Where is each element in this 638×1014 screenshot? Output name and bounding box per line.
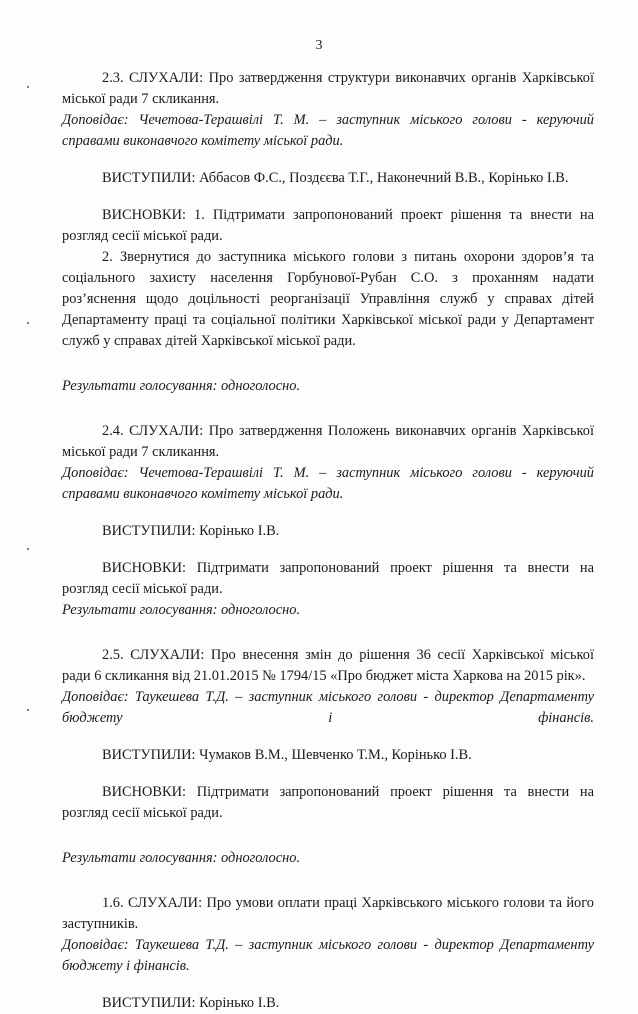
conclusions-2-5: ВИСНОВКИ: Підтримати запропонований проект рішення та внести на розгляд сесії міської ради. — [62, 784, 594, 821]
margin-mark — [27, 322, 29, 324]
reporter-label: Доповідає: — [62, 465, 129, 481]
reporter-name: Чечетова-Терашвілі Т. М. – заступник міського голови - керуючий справами виконавчого комітету міської ради. — [62, 465, 594, 502]
margin-mark — [27, 548, 29, 550]
reporter-2-5 — [62, 687, 594, 729]
conclusions-2-3-1: ВИСНОВКИ: 1. Підтримати запропонований проект рішення та внести на розгляд сесії міської ради. — [62, 207, 594, 244]
reporter-name: Таукешева Т.Д. – заступник міського голови - директор Департаменту бюджету і фінансів. — [62, 689, 594, 726]
reporter-2-4 — [62, 463, 594, 505]
minutes-body — [62, 68, 594, 1014]
spoke-2-3: ВИСТУПИЛИ: Аббасов Ф.С., Поздєєва Т.Г., Наконечний В.В., Корінько І.В. — [102, 170, 569, 186]
votes-2-3: Результати голосування: одноголосно. — [62, 378, 301, 394]
margin-mark — [27, 86, 29, 88]
heard-2-3: 2.3. СЛУХАЛИ: Про затвердження структури виконавчих органів Харківської міської ради 7 скликання. — [62, 70, 594, 107]
heard-2-4: 2.4. СЛУХАЛИ: Про затвердження Положень виконавчих органів Харківської міської ради 7 скликання. — [62, 423, 594, 460]
reporter-name: Чечетова-Терашвілі Т. М. – заступник міського голови - керуючий справами виконавчого комітету міської ради. — [62, 112, 594, 149]
heard-1-6: 1.6. СЛУХАЛИ: Про умови оплати праці Харківського міського голови та його заступників. — [62, 895, 594, 932]
page-number: 3 — [315, 38, 323, 53]
spoke-2-5: ВИСТУПИЛИ: Чумаков В.М., Шевченко Т.М., Корінько І.В. — [102, 747, 472, 763]
heard-2-5: 2.5. СЛУХАЛИ: Про внесення змін до рішення 36 сесії Харківської міської ради 6 скликання від 21.01.2015 № 1794/15 «Про бюджет міста Харкова на 2015 рік». — [62, 647, 594, 684]
reporter-name: Таукешева Т.Д. – заступник міського голови - директор Департаменту бюджету і фінансів. — [62, 937, 594, 974]
votes-2-5: Результати голосування: одноголосно. — [62, 850, 301, 866]
reporter-1-6 — [62, 935, 594, 977]
reporter-2-3 — [62, 110, 594, 152]
reporter-label: Доповідає: — [62, 689, 129, 705]
conclusions-2-4: ВИСНОВКИ: Підтримати запропонований проект рішення та внести на розгляд сесії міської ради. — [62, 560, 594, 597]
reporter-label: Доповідає: — [62, 112, 129, 128]
margin-mark — [27, 709, 29, 711]
spoke-2-4: ВИСТУПИЛИ: Корінько І.В. — [102, 523, 280, 539]
votes-2-4: Результати голосування: одноголосно. — [62, 602, 301, 618]
reporter-label: Доповідає: — [62, 937, 129, 953]
conclusions-2-3-2: 2. Звернутися до заступника міського голови з питань охорони здоров’я та соціального захисту населення Горбунової-Рубан С.О. з проханням надати роз’яснення щодо доцільності реорганізації Управління служб у справах дітей Департаменту праці та соціальної політики Харківської міської ради у Департамент служб у справах дітей Харківської міської ради. — [62, 249, 594, 349]
spoke-1-6: ВИСТУПИЛИ: Корінько І.В. — [102, 995, 280, 1011]
